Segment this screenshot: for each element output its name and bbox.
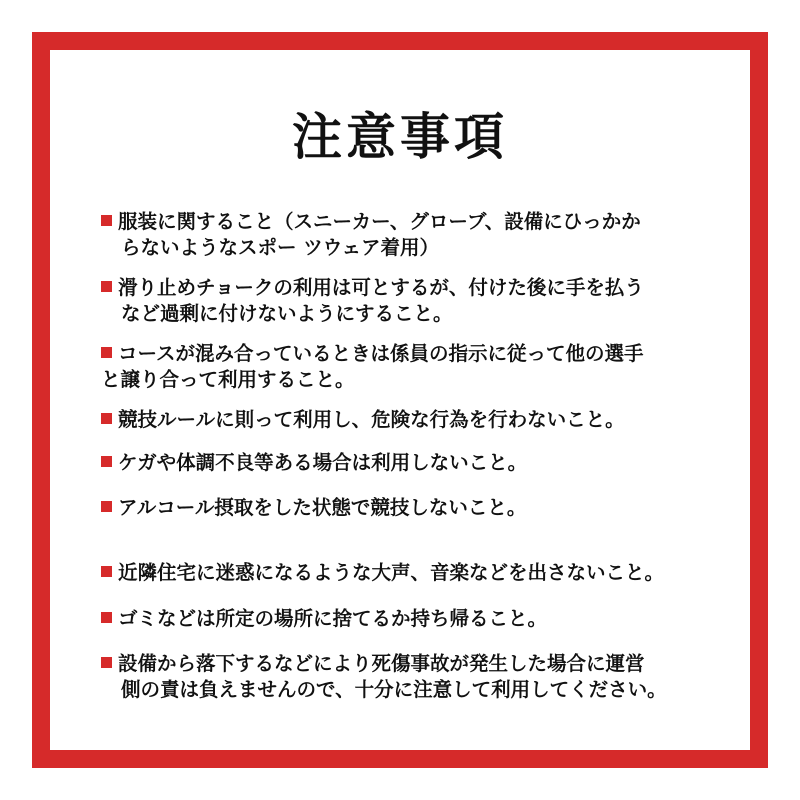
square-bullet-icon xyxy=(101,612,112,623)
item-text: 側の責は負えませんので、十分に注意して利用してください。 xyxy=(121,678,667,701)
list-item xyxy=(101,606,751,632)
square-bullet-icon xyxy=(101,566,112,577)
square-bullet-icon xyxy=(101,657,112,668)
item-text: 滑り止めチョークの利用は可とするが、付けた後に手を払う xyxy=(118,276,644,299)
item-text: らないようなスポー ツウェア着用） xyxy=(121,236,440,259)
item-text: 服装に関すること（スニーカー、グローブ、設備にひっかか xyxy=(118,210,641,233)
item-text: 近隣住宅に迷惑になるような大声、音楽などを出さないこと。 xyxy=(118,561,665,584)
list-item xyxy=(101,450,751,476)
list-item xyxy=(101,560,751,586)
item-text: など過剰に付けないようにすること。 xyxy=(121,302,453,325)
square-bullet-icon xyxy=(101,347,112,358)
list-item xyxy=(101,275,751,327)
list-item xyxy=(101,209,751,261)
square-bullet-icon xyxy=(101,281,112,292)
list-item xyxy=(101,407,751,433)
list-item xyxy=(101,651,751,703)
square-bullet-icon xyxy=(101,413,112,424)
item-text: と譲り合って利用すること。 xyxy=(101,368,355,391)
square-bullet-icon xyxy=(101,456,112,467)
item-text: 競技ルールに則って利用し、危険な行為を行わないこと。 xyxy=(118,408,625,431)
item-text: コースが混み合っているときは係員の指示に従って他の選手 xyxy=(118,342,644,365)
item-text: アルコール摂取をした状態で競技しないこと。 xyxy=(118,496,527,519)
list-item xyxy=(101,341,751,393)
list-item xyxy=(101,495,751,521)
item-text: ケガや体調不良等ある場合は利用しないこと。 xyxy=(118,451,528,474)
square-bullet-icon xyxy=(101,215,112,226)
page-title: 注意事項 xyxy=(292,108,508,166)
item-text: ゴミなどは所定の場所に捨てるか持ち帰ること。 xyxy=(118,607,548,630)
notice-frame xyxy=(32,32,768,768)
square-bullet-icon xyxy=(101,501,112,512)
item-text: 設備から落下するなどにより死傷事故が発生した場合に運営 xyxy=(118,652,645,675)
